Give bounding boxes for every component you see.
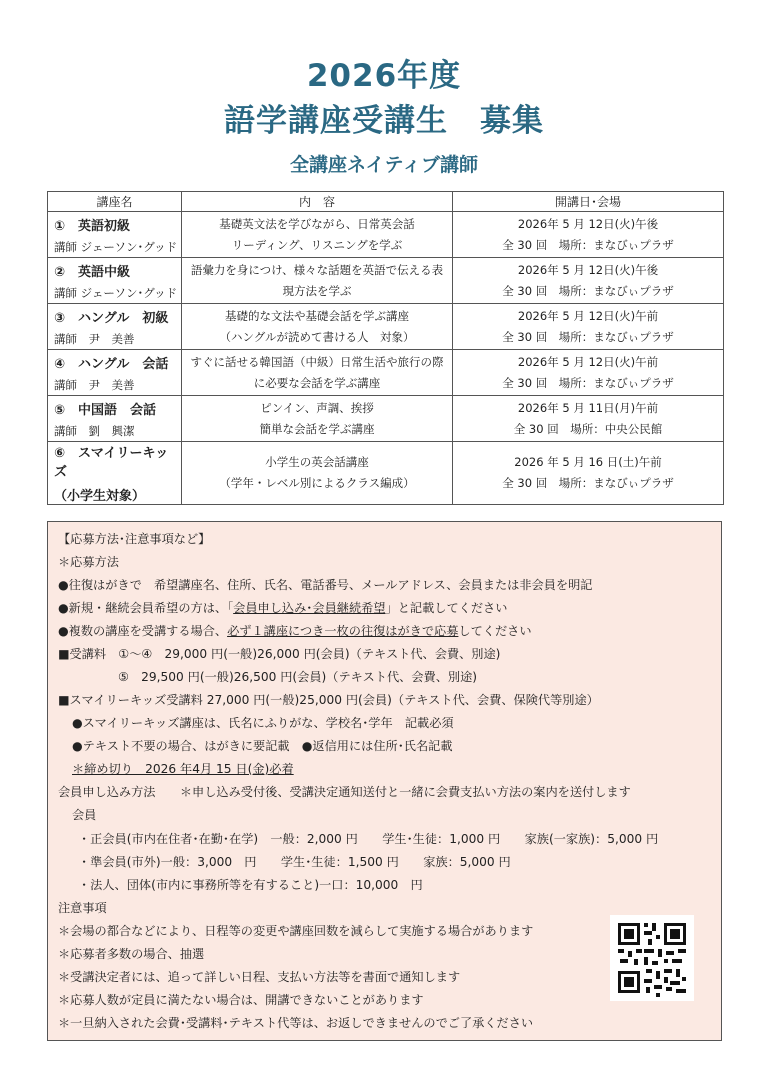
fee-line: ⑤ 29,500 円(一般)26,500 円(会員)（テキスト代、会費、別途) (118, 670, 478, 684)
course-content-line: 語彙力を身につけ、様々な話題を英語で伝える表 (190, 262, 444, 277)
course-content-line: リーディング、リスニングを学ぶ (231, 237, 403, 252)
course-teacher: 講師 尹 美善 (54, 377, 135, 392)
course-content-line: 基礎的な文法や基礎会話を学ぶ講座 (225, 308, 409, 323)
info-heading: 【応募方法･注意事項など】 (58, 532, 211, 546)
header-course-name: 講座名 (48, 192, 182, 212)
info-line: ●往復はがきで 希望講座名、住所、氏名、電話番号、メールアドレス、会員または非会員を明記 (58, 578, 593, 592)
info-text-underlined: 会員申し込み･会員継続希望 (233, 601, 386, 615)
fee-line: ■スマイリーキッズ受講料 27,000 円(一般)25,000 円(会員)（テキスト代、会費、保険代等別途） (58, 693, 599, 707)
course-venue: 全 30 回 場所：まなびぃプラザ (502, 283, 674, 298)
course-date: 2026 年 5 月 16 日(土)午前 (514, 455, 662, 469)
membership-fee: ・準会員(市外)一般：3,000 円 学生･生徒：1,500 円 家族：5,000 円 (78, 855, 511, 869)
course-content-line: 小学生の英会話講座 (265, 455, 369, 469)
course-table (47, 191, 724, 505)
course-content-line: （学年・レベル別によるクラス編成） (219, 476, 415, 490)
info-line: ●スマイリーキッズ講座は、氏名にふりがな、学校名･学年 記載必須 (72, 716, 454, 730)
info-line: 会員申し込み方法 ＊申し込み受付後、受講決定通知送付と一緒に会費支払い方法の案内を送付します (58, 785, 631, 799)
note-line: ＊受講決定者には、追って詳しい日程、支払い方法等を書面で通知します (58, 970, 461, 984)
header-content: 内 容 (182, 192, 453, 212)
course-venue: 全 30 回 場所：まなびぃプラザ (502, 375, 674, 390)
table-row (48, 350, 724, 396)
course-teacher: 講師 尹 美善 (54, 331, 135, 346)
course-content-line: 現方法を学ぶ (282, 283, 352, 298)
table-row (48, 212, 724, 258)
course-date: 2026年 5 月 12日(火)午前 (517, 354, 659, 369)
course-date: 2026年 5 月 11日(月)午前 (517, 400, 659, 415)
qr-code-icon[interactable] (610, 915, 694, 1001)
page-title: 語学講座受講生 募集 (224, 103, 544, 139)
course-venue: 全 30 回 場所：まなびぃプラザ (502, 237, 674, 252)
info-text: 」と記載してください (385, 601, 508, 615)
fee-line: ■受講料 ①～④ 29,000 円(一般)26,000 円(会員)（テキスト代、会費、別途) (58, 647, 501, 661)
table-row (48, 304, 724, 350)
course-content-line: 基礎英文法を学びながら、日常英会話 (219, 216, 415, 231)
membership-fee: ・法人、団体(市内に事務所等を有すること)一口：10,000 円 (78, 878, 423, 892)
course-date: 2026年 5 月 12日(火)午後 (517, 262, 659, 277)
table-row (48, 258, 724, 304)
year-title: 2026年度 (306, 58, 462, 94)
info-line: 会員 (72, 808, 97, 822)
course-date: 2026年 5 月 12日(火)午後 (517, 216, 659, 231)
info-line: ●テキスト不要の場合、はがきに要記載 ●返信用には住所･氏名記載 (72, 739, 453, 753)
course-date: 2026年 5 月 12日(火)午前 (517, 308, 659, 323)
course-content-line: すぐに話せる韓国語（中級）日常生活や旅行の際 (190, 354, 444, 369)
deadline: ＊締め切り 2026 年4月 15 日(金)必着 (72, 762, 294, 776)
course-name: ① 英語初級 (54, 218, 131, 234)
course-teacher: 講師 劉 興潔 (54, 423, 135, 438)
table-header-row (48, 192, 724, 212)
info-text-underlined: 必ず１講座につき一枚の往復はがきで応募 (227, 624, 459, 638)
membership-fee: ・正会員(市内在住者･在勤･在学) 一般：2,000 円 学生･生徒：1,000 円 家族(一家族)：5,000 円 (78, 832, 659, 846)
method-label: ＊応募方法 (58, 555, 119, 569)
course-venue: 全 30 回 場所：中央公民館 (513, 421, 663, 436)
application-info-box (47, 521, 722, 1041)
note-line: ＊応募人数が定員に満たない場合は、開講できないことがあります (58, 993, 424, 1007)
course-content-line: 簡単な会話を学ぶ講座 (259, 421, 375, 436)
course-teacher: 講師 ジェーソン･グッド (54, 285, 178, 300)
course-name: ④ ハングル 会話 (54, 356, 169, 372)
table-row (48, 442, 724, 505)
info-text: ●複数の講座を受講する場合、 (58, 624, 228, 638)
course-teacher: （小学生対象） (54, 489, 146, 504)
course-content-line: （ハングルが読めて書ける人 対象） (219, 329, 415, 344)
course-venue: 全 30 回 場所：まなびぃプラザ (502, 329, 674, 344)
course-content-line: ピンイン、声調、挨拶 (260, 400, 374, 415)
info-line (58, 599, 507, 616)
note-line: ＊会場の都合などにより、日程等の変更や講座回数を減らして実施する場合があります (58, 924, 534, 938)
course-name: ③ ハングル 初級 (54, 310, 169, 326)
course-name: ② 英語中級 (54, 264, 131, 280)
subtitle: 全講座ネイティブ講師 (289, 154, 479, 176)
course-name: ⑥ スマイリーキッズ (54, 446, 169, 480)
header-date-venue: 開講日･会場 (453, 192, 724, 212)
notes-heading: 注意事項 (58, 901, 107, 915)
course-teacher: 講師 ジェーソン･グッド (54, 239, 178, 254)
info-line (58, 622, 532, 639)
info-text: ●新規・継続会員希望の方は、「 (58, 601, 234, 615)
note-line: ＊応募者多数の場合、抽選 (58, 947, 205, 961)
info-text: してください (458, 624, 532, 638)
course-venue: 全 30 回 場所：まなびぃプラザ (502, 476, 674, 490)
note-line: ＊一旦納入された会費･受講料･テキスト代等は、お返しできませんのでご了承ください (58, 1016, 534, 1030)
table-row (48, 396, 724, 442)
course-content-line: に必要な会話を学ぶ講座 (253, 375, 381, 390)
course-name: ⑤ 中国語 会話 (54, 402, 157, 418)
